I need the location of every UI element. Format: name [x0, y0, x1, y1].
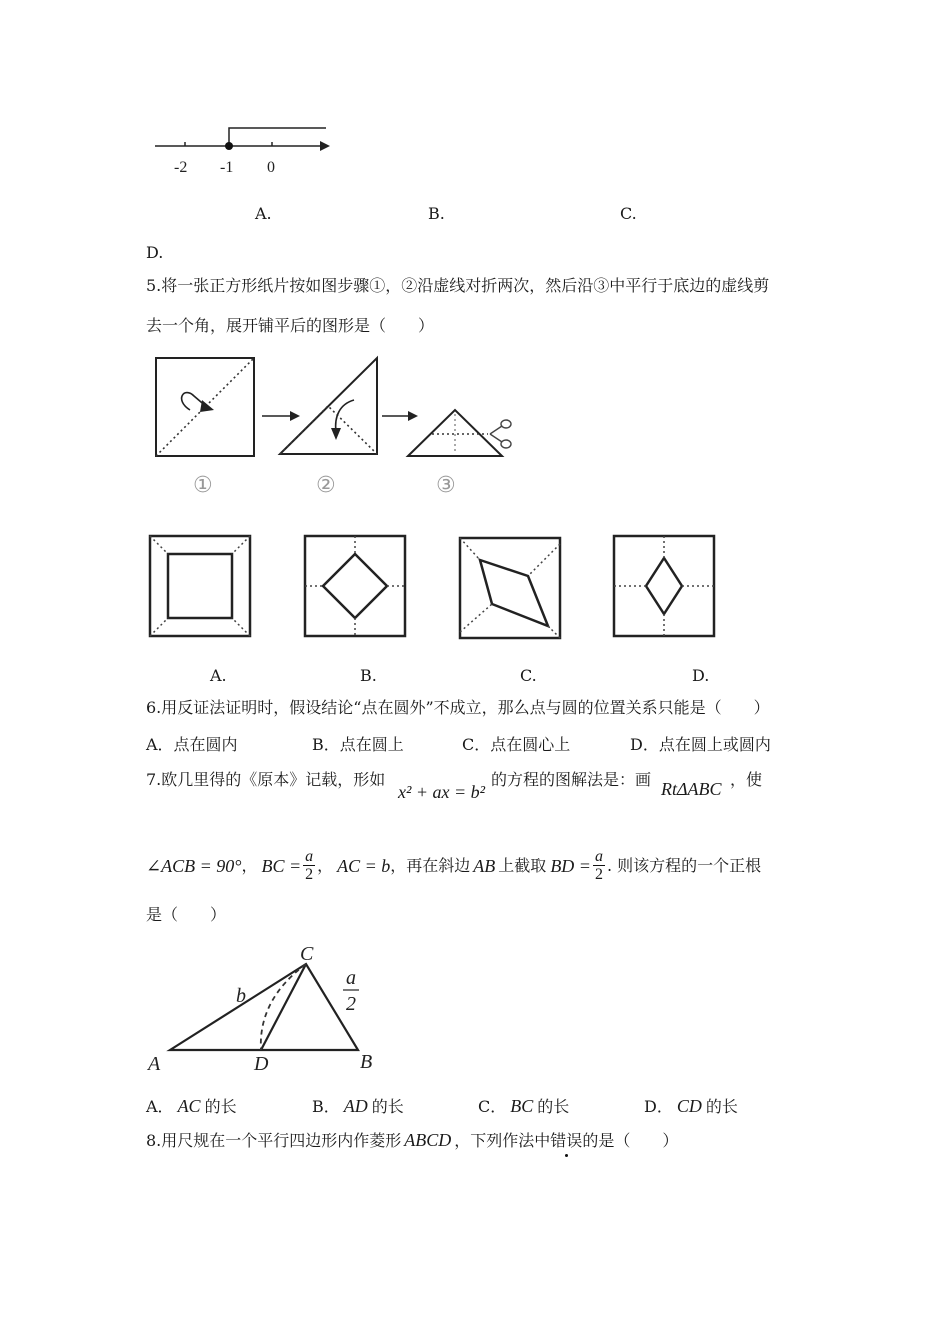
solution-ray — [229, 128, 326, 146]
separator: ， — [317, 856, 334, 875]
solid-point — [225, 142, 233, 150]
q6-option-b[interactable]: B．点在圆上 — [312, 735, 404, 754]
option-figure-a — [148, 534, 254, 640]
angle-acb: ∠ACB = 90° — [146, 855, 242, 876]
triangle-name: RtΔABC — [661, 779, 722, 799]
q5-option-a[interactable]: A. — [210, 666, 227, 685]
label-d: D — [254, 1053, 269, 1075]
q6-option-c[interactable]: C．点在圆心上 — [462, 735, 571, 754]
triangle-figure — [146, 940, 386, 1080]
question-5-line1: 5.将一张正方形纸片按如图步骤①，②沿虚线对折两次，然后沿③中平行于底边的虚线剪 — [146, 276, 770, 295]
label-2-denominator: 2 — [346, 993, 356, 1015]
fraction-a-over-2: $\frac{a}{2}$ — [594, 847, 603, 883]
folding-steps-figure — [150, 352, 530, 502]
label-b-side: b — [236, 985, 246, 1007]
option-a[interactable]: A. — [255, 204, 272, 223]
question-7-part5: 上截取 — [498, 856, 547, 875]
triangle-abc — [170, 964, 358, 1050]
label-a-numerator: a — [346, 967, 356, 989]
option-c[interactable]: C. — [620, 204, 637, 223]
step-label: ③ — [436, 473, 456, 498]
number-line-arrow — [320, 141, 330, 151]
question-8-stem: 8.用尺规在一个平行四边形内作菱形 ABCD ，下列作法中错误的是（ ） — [146, 1130, 679, 1150]
ac-equals-b: AC = b — [337, 855, 391, 876]
question-7-part4: ，再在斜边 — [390, 856, 471, 875]
question-7-part6: . 则该方程的一个正根 — [606, 856, 762, 875]
tick-label: -2 — [174, 159, 188, 176]
question-5-line2: 去一个角，展开铺平后的图形是（ ） — [146, 316, 435, 335]
question-7-part2: 的方程的图解法是：画 — [491, 770, 652, 789]
q5-option-c[interactable]: C. — [520, 666, 537, 685]
emphasis-wrong: 错误 — [550, 1131, 583, 1150]
option-figure-b — [303, 534, 409, 640]
step-label: ② — [316, 473, 336, 498]
fraction-a-over-2: $\frac{a}{2}$ — [305, 847, 314, 883]
number-line-figure — [150, 118, 340, 188]
bd-lhs: BD = — [550, 855, 591, 876]
question-7-part1: 7.欧几里得的《原本》记载，形如 — [146, 770, 386, 789]
q7-option-c[interactable]: C． BC 的长 — [478, 1096, 570, 1116]
q6-option-a[interactable]: A．点在圆内 — [146, 735, 238, 754]
question-7-line2 — [146, 846, 761, 886]
label-a: A — [148, 1053, 161, 1075]
option-d[interactable]: D. — [146, 243, 164, 262]
segment-cd — [261, 964, 306, 1050]
equation: x² + ax = b² — [398, 782, 486, 802]
q7-option-a[interactable]: A． AC 的长 — [146, 1096, 237, 1116]
separator: ， — [241, 856, 258, 875]
tick-label: -1 — [220, 159, 234, 176]
tick-label: 0 — [267, 159, 275, 176]
option-figure-c — [458, 536, 564, 642]
q7-option-d[interactable]: D． CD 的长 — [644, 1096, 738, 1116]
q5-option-d[interactable]: D. — [692, 666, 710, 685]
question-6-stem: 6.用反证法证明时，假设结论“点在圆外”不成立，那么点与圆的位置关系只能是（ ） — [146, 698, 770, 717]
label-b-vertex: B — [360, 1051, 373, 1073]
q5-option-b[interactable]: B. — [360, 666, 377, 685]
question-7-line3: 是（ ） — [146, 905, 227, 924]
option-b[interactable]: B. — [428, 204, 445, 223]
q7-option-b[interactable]: B． AD 的长 — [312, 1096, 404, 1116]
bc-lhs: BC = — [261, 855, 302, 876]
q6-option-d[interactable]: D．点在圆上或圆内 — [630, 735, 771, 754]
option-figure-d — [612, 534, 718, 640]
question-7-part3: ，使 — [730, 770, 763, 789]
step-label: ① — [193, 473, 213, 498]
label-c: C — [300, 943, 314, 965]
hypotenuse: AB — [473, 855, 496, 876]
